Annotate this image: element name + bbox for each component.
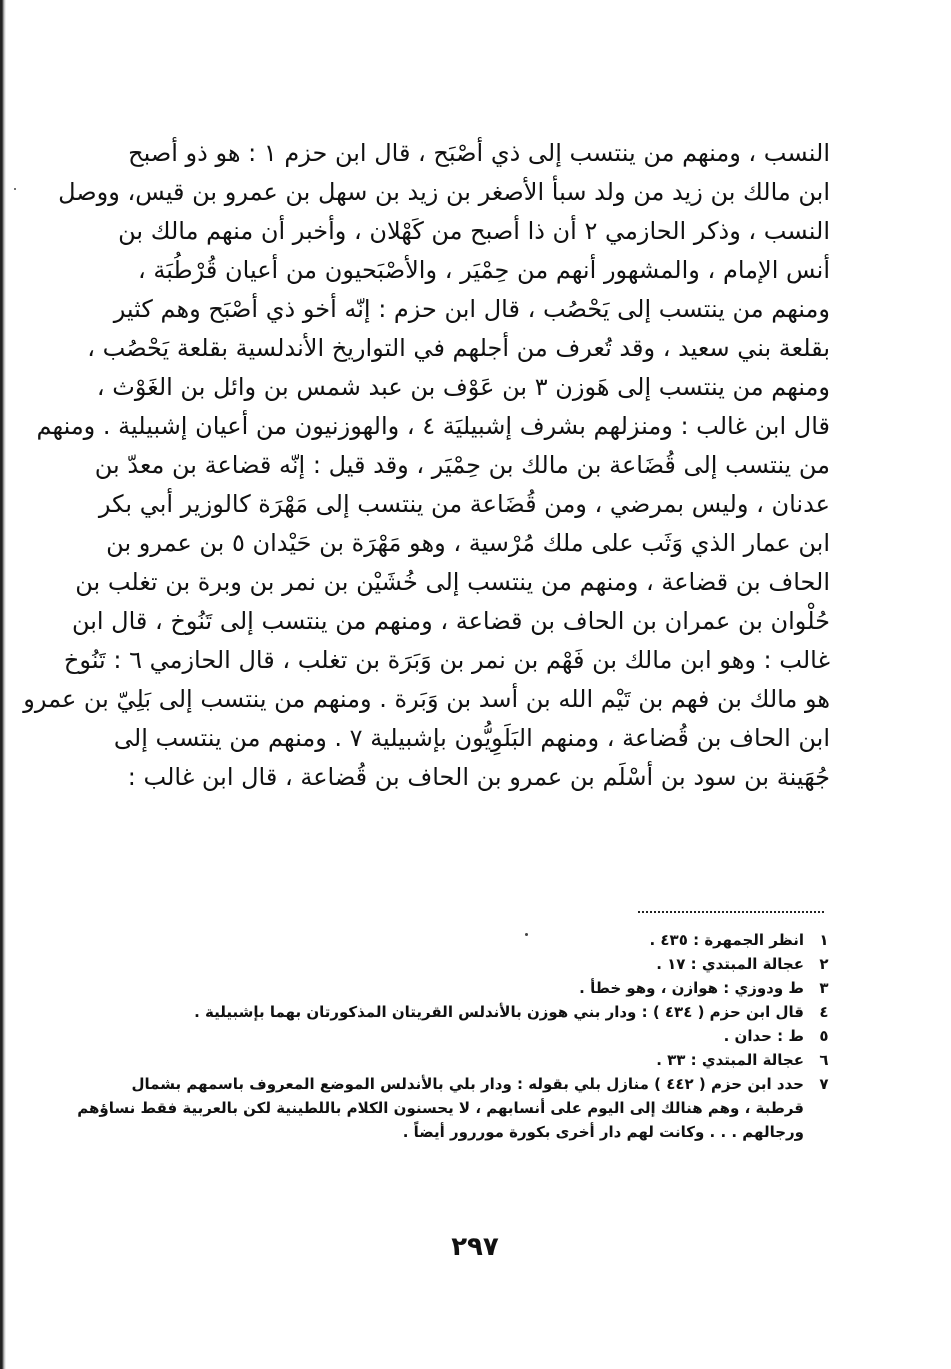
- text-line: النسب ، ومنهم من ينتسب إلى ذي أصْبَح ، قال ابن حزم ١ : هو ذو أصبح: [128, 139, 830, 167]
- text-line: هو مالك بن فهم بن تَيْم الله بن أسد بن وَبَرة . ومنهم من ينتسب إلى بَلِيّ بن عمرو: [23, 685, 830, 713]
- footnote: [148, 1024, 832, 1048]
- footnote-continuation: قرطبة ، وهم هنالك إلى اليوم على أنسابهم ، لا يحسنون الكلام باللطينية لكن بالعربية فقط نساؤهم: [77, 1099, 804, 1117]
- text-line: الحاف بن قضاعة ، ومنهم من ينتسب إلى خُشَيْن بن نمر بن وبرة بن تغلب بن: [75, 568, 830, 596]
- footnote: [148, 1000, 832, 1024]
- text-line: ابن مالك بن زيد من ولد سبأ الأصغر بن زيد بن سهل بن عمرو بن قيس، ووصل: [58, 178, 830, 206]
- footnote: [148, 976, 832, 1000]
- text-line: عدنان ، وليس بمرضي ، ومن قُضَاعة من ينتسب إلى مَهْرَة كالوزير أبي بكر: [98, 490, 830, 518]
- text-line: ومنهم من ينتسب إلى هَوزن ٣ بن عَوْف بن عبد شمس بن وائل بن الغَوْث ،: [96, 373, 830, 401]
- text-line: جُهَينة بن سود بن أسْلَم بن عمرو بن الحاف بن قُضاعة ، قال ابن غالب :: [127, 763, 830, 791]
- footnote-text: قال ابن حزم ( ٤٣٤ ) : ودار بني هوزن بالأندلس القريتان المذكورتان بهما بإشبيلية .: [194, 1003, 804, 1021]
- text-line: ابن عمار الذي وَثَب على ملك مُرْسية ، وهو مَهْرَة بن حَيْدان ٥ بن عمرو بن: [106, 529, 830, 557]
- footnote-number: ٣: [819, 979, 829, 997]
- text-line: أنس الإمام ، والمشهور أنهم من حِمْيَر ، والأصْبَحيون من أعيان قُرْطُبَة ،: [138, 256, 830, 284]
- footnote-number: ٢: [819, 955, 829, 973]
- footnote: [148, 1048, 832, 1072]
- footnote-continuation: ورجالهم . . . وكانت لهم دار أخرى بكورة موررور أيضاً .: [402, 1123, 804, 1141]
- footnote-text: عجالة المبتدي : ١٧ .: [656, 955, 804, 973]
- text-line: غالب : وهو ابن مالك بن فَهْم بن نمر بن وَبَرَة بن تغلب ، قال الحازمي ٦ : تَنُوخ: [63, 646, 830, 674]
- text-line: قال ابن غالب : ومنزلهم بشرف إشبيليَة ٤ ، والهوزنيون من أعيان إشبيلية . ومنهم: [36, 412, 830, 440]
- page-left-edge-shadow: [0, 0, 6, 1369]
- footnote-text: حدد ابن حزم ( ٤٤٢ ) منازل بلي بقوله : ودار بلي بالأندلس الموضع المعروف باسمهم بشمال: [131, 1075, 804, 1093]
- main-text: [23, 134, 830, 797]
- scan-speck: [14, 188, 16, 190]
- footnote: [131, 1072, 832, 1096]
- text-line: النسب ، وذكر الحازمي ٢ أن ذا أصبح من كَهْلان ، وأخبر أن منهم مالك بن: [118, 217, 830, 245]
- page-number: ٢٩٧: [451, 1232, 499, 1262]
- footnote-text: عجالة المبتدي : ٣٣ .: [656, 1051, 804, 1069]
- footnote-text: ط : حدان .: [723, 1027, 804, 1045]
- text-line: من ينتسب إلى قُضَاعة بن مالك بن حِمْيَر ، وقد قيل : إنّه قضاعة بن معدّ بن: [94, 451, 830, 479]
- footnote-number: ٤: [819, 1003, 829, 1021]
- text-line: ابن الحاف بن قُضاعة ، ومنهم البَلَوِيُّون بإشبيلية ٧ . ومنهم من ينتسب إلى: [113, 724, 830, 752]
- footnote-number: ٧: [819, 1075, 829, 1093]
- footnote: [148, 952, 832, 976]
- text-line: ومنهم من ينتسب إلى يَحْصُب ، قال ابن حزم : إنّه أخو ذي أصْبَح وهم كثير: [113, 295, 830, 323]
- footnote-text: انظر الجمهرة : ٤٣٥ .: [649, 931, 804, 949]
- footnote-number: ٦: [819, 1051, 829, 1069]
- footnote-number: ٥: [819, 1027, 829, 1045]
- text-line: حُلْوان بن عمران بن الحاف بن قضاعة ، ومنهم من ينتسب إلى تَنُوخ ، قال ابن: [71, 607, 830, 635]
- footnote-text: ط ودوزي : هوازن ، وهو خطأ .: [579, 979, 804, 997]
- footnote: [148, 928, 832, 952]
- footnote-number: ١: [819, 931, 829, 949]
- footnotes: [77, 928, 832, 1144]
- text-line: بقلعة بني سعيد ، وقد تُعرف من أجلهم في التواريخ الأندلسية بقلعة يَحْصُب ،: [87, 334, 830, 362]
- footnote-separator: [638, 911, 824, 913]
